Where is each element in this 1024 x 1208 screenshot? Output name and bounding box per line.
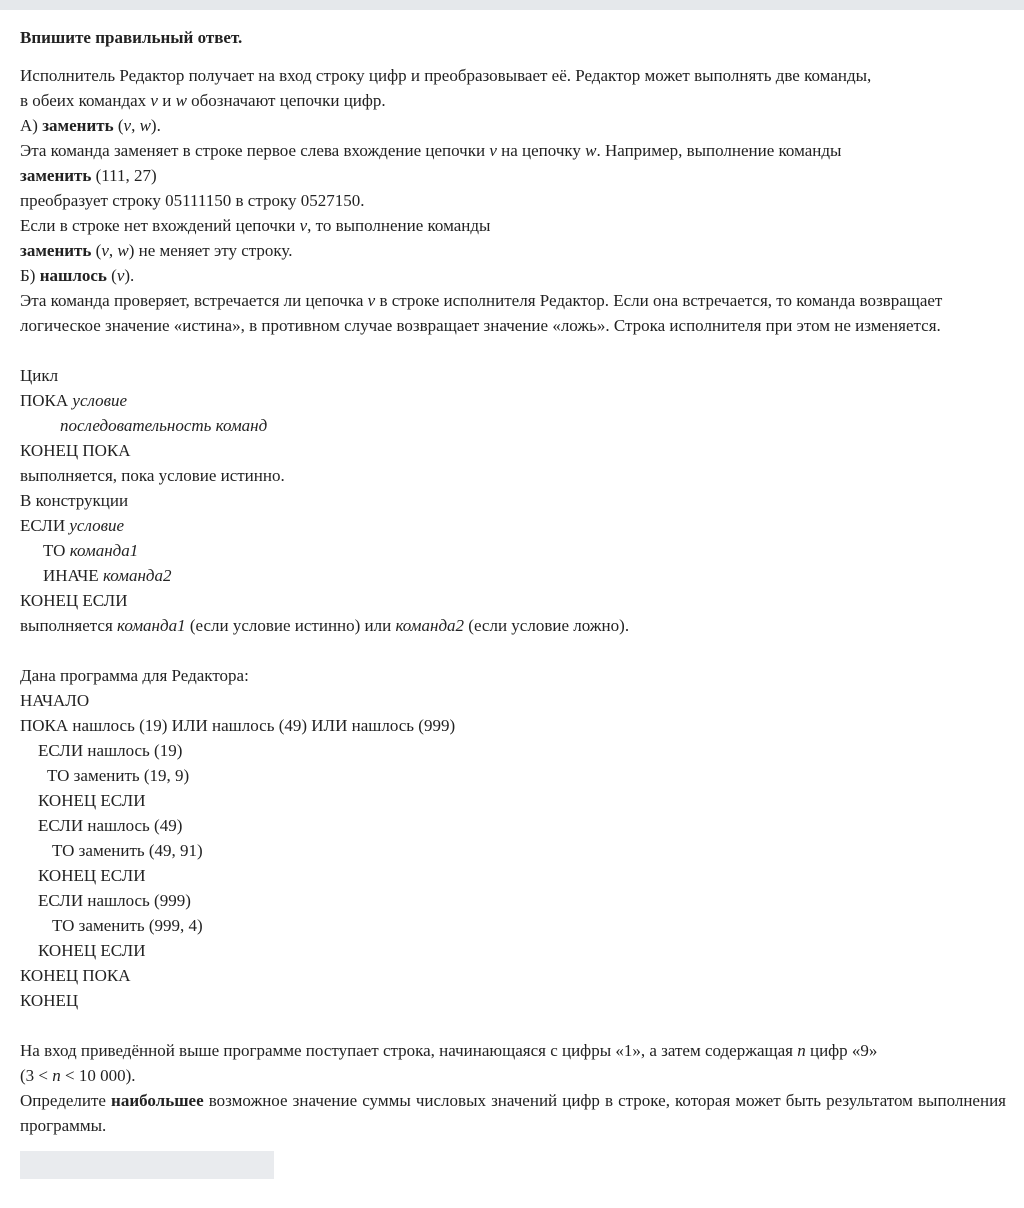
program-line: ЕСЛИ нашлось (999) [38, 891, 191, 910]
program-line: КОНЕЦ ПОКА [20, 966, 131, 985]
program-line: ТО заменить (999, 4) [52, 916, 203, 935]
program-line: ЕСЛИ нашлось (19) [38, 741, 183, 760]
loop-desc: выполняется, пока условие истинно. [20, 466, 285, 485]
program-line: КОНЕЦ ЕСЛИ [38, 791, 146, 810]
program-line: ТО заменить (19, 9) [47, 766, 190, 785]
program-line: НАЧАЛО [20, 691, 90, 710]
branch-desc: выполняется команда1 (если условие истинно) или команда2 (если условие ложно). [20, 616, 630, 635]
program-line: КОНЕЦ ЕСЛИ [38, 866, 146, 885]
branch-end: КОНЕЦ ЕСЛИ [20, 591, 128, 610]
cmd-a-none-1: Если в строке нет вхождений цепочки v, то выполнение команды [20, 216, 491, 235]
branch-if: ЕСЛИ условие [20, 516, 124, 535]
loop-title: Цикл [20, 366, 59, 385]
cmd-a-example-result: преобразует строку 05111150 в строку 0527150. [20, 191, 365, 210]
cmd-b-title: Б) нашлось (v). [20, 266, 135, 285]
cmd-a-title: А) заменить (v, w). [20, 116, 161, 135]
cmd-a-none-2: заменить (v, w) не меняет эту строку. [20, 241, 293, 260]
task-content [20, 25, 1006, 1138]
task-question: Определите наибольшее возможное значение суммы числовых значений цифр в строке, которая может быть результатом выполнения программы. [20, 1091, 1006, 1135]
task-line-2: (3 < n < 10 000). [20, 1066, 136, 1085]
loop-while: ПОКА условие [20, 391, 128, 410]
intro-line-1: Исполнитель Редактор получает на вход строку цифр и преобразовывает её. Редактор может выполнять две команды, [20, 66, 872, 85]
branch-then: ТО команда1 [43, 541, 139, 560]
program-line: КОНЕЦ ЕСЛИ [38, 941, 146, 960]
loop-end: КОНЕЦ ПОКА [20, 441, 131, 460]
program-line: ЕСЛИ нашлось (49) [38, 816, 183, 835]
cmd-b-desc-2: логическое значение «истина», в противном случае возвращает значение «ложь». Строка исполнителя при этом не изменяется. [20, 316, 941, 335]
loop-body: последовательность команд [60, 416, 268, 435]
program-line: КОНЕЦ [20, 991, 79, 1010]
intro-line-2: в обеих командах v и w обозначают цепочки цифр. [20, 91, 386, 110]
program-title: Дана программа для Редактора: [20, 666, 249, 685]
cmd-a-desc: Эта команда заменяет в строке первое слева вхождение цепочки v на цепочку w. Например, выполнение команды [20, 141, 842, 160]
program-line: ПОКА нашлось (19) ИЛИ нашлось (49) ИЛИ нашлось (999) [20, 716, 456, 735]
cmd-b-desc-1: Эта команда проверяет, встречается ли цепочка v в строке исполнителя Редактор. Если она встречается, то команда возвращает [20, 291, 943, 310]
branch-title: В конструкции [20, 491, 129, 510]
answer-input[interactable] [20, 1151, 274, 1179]
cmd-a-example: заменить (111, 27) [20, 166, 157, 185]
task-line-1: На вход приведённой выше программе поступает строка, начинающаяся с цифры «1», а затем содержащая n цифр «9» [20, 1041, 878, 1060]
top-bar [0, 0, 1024, 10]
branch-else: ИНАЧЕ команда2 [43, 566, 172, 585]
task-heading: Впишите правильный ответ. [20, 28, 243, 47]
program-line: ТО заменить (49, 91) [52, 841, 203, 860]
